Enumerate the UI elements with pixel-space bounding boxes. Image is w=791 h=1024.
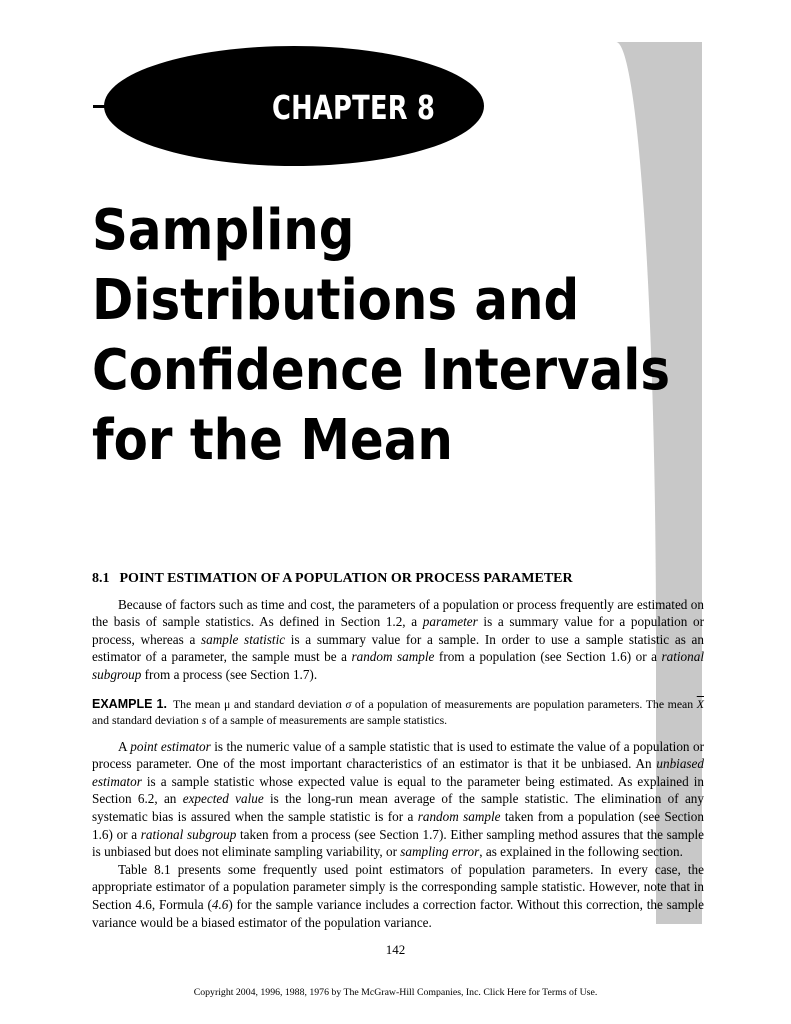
text-run: taken from a process (see Section 1.7). Either sampling method assures that the sample is unbiased but does not eliminate sampling variability, or — [92, 826, 705, 860]
paragraph-table-8-1 — [92, 861, 704, 931]
text-run: is a sample statistic whose expected value is equal to the parameter being estimated. As explained in Section 6.2, an — [92, 773, 704, 807]
text-run: taken from a population (see Section 1.6) or a — [92, 808, 704, 842]
text-run: and standard deviation — [92, 712, 202, 727]
chapter-label: CHAPTER 8 — [272, 88, 436, 127]
text-run: from a population (see Section 1.6) or a — [434, 649, 662, 665]
symbol-s: s — [201, 712, 207, 727]
chapter-body — [92, 570, 704, 931]
term-sampling-error: sampling error — [400, 844, 480, 860]
text-run: is the numeric value of a sample statistic that is used to estimate the value of a population or process parameter. One of the most important characteristics of an estimator is that it be unbiased. An — [92, 738, 705, 772]
chapter-title — [92, 196, 670, 476]
text-run: , as explained in the following section. — [479, 844, 683, 860]
page-number: 142 — [385, 942, 406, 957]
symbol-sigma: σ — [345, 696, 352, 711]
paragraph-unbiased-estimator — [92, 738, 704, 861]
copyright-footer: Copyright 2004, 1996, 1988, 1976 by The McGraw-Hill Companies, Inc. Click Here for Terms of Use. — [193, 987, 598, 998]
chapter-title-line: Sampling — [92, 198, 355, 263]
text-run: of a population of measurements are population parameters. The mean — [351, 696, 697, 711]
example-label: EXAMPLE 1. — [92, 696, 167, 711]
text-run: Table 8.1 presents some frequently used point estimators of population parameters. In every case, the appropriate estimator of a population parameter simply is the corresponding sample statistic. However, note that in Section 4.6, Formula ( — [92, 861, 704, 912]
section-number: 8.1 — [92, 571, 110, 586]
text-run: of a sample of measurements are sample statistics. — [206, 712, 448, 727]
text-run: is the long-run mean average of the sample statistic. The elimination of any systematic bias is assured when the sample statistic is for a — [92, 791, 704, 824]
formula-reference: 4.6 — [211, 896, 229, 912]
text-run: A — [118, 738, 131, 754]
text-run: The mean — [172, 696, 224, 711]
chapter-title-line: Confidence Intervals — [92, 338, 671, 403]
section-title: POINT ESTIMATION OF A POPULATION OR PROCESS PARAMETER — [119, 571, 573, 586]
chapter-title-line: for the Mean — [92, 408, 453, 473]
chapter-title-line: Distributions and — [92, 268, 580, 333]
example-1 — [92, 696, 704, 728]
term-random-sample: random sample — [351, 649, 435, 665]
term-random-sample: random sample — [417, 808, 501, 824]
symbol-x-bar: $\overline{X}$ — [696, 696, 704, 711]
text-run: ) for the sample variance includes a correction factor. Without this correction, the sample variance would be a biased estimator of the population variance. — [92, 896, 704, 930]
term-sample-statistic: sample statistic — [201, 631, 286, 647]
term-parameter: parameter — [422, 614, 478, 630]
text-run: is a summary value for a sample. In order to use a sample statistic as an estimator of a parameter, the sample must be a — [92, 631, 704, 665]
paragraph-point-estimation — [92, 596, 704, 684]
term-rational-subgroup: rational subgroup — [92, 649, 704, 682]
term-unbiased-estimator: unbiased estimator — [92, 756, 704, 789]
term-rational-subgroup: rational subgroup — [140, 826, 237, 842]
section-heading — [92, 570, 704, 588]
text-run: is a summary value for a population or process, whereas a — [92, 614, 704, 647]
text-run: from a process (see Section 1.7). — [141, 666, 318, 682]
term-expected-value: expected value — [182, 791, 264, 807]
symbol-mu: μ — [224, 696, 231, 711]
text-run: and standard deviation — [230, 696, 346, 711]
term-point-estimator: point estimator — [130, 738, 211, 754]
text-run: Because of factors such as time and cost, the parameters of a population or process frequently are estimated on the basis of sample statistics. As defined in Section 1.2, a — [92, 596, 704, 630]
